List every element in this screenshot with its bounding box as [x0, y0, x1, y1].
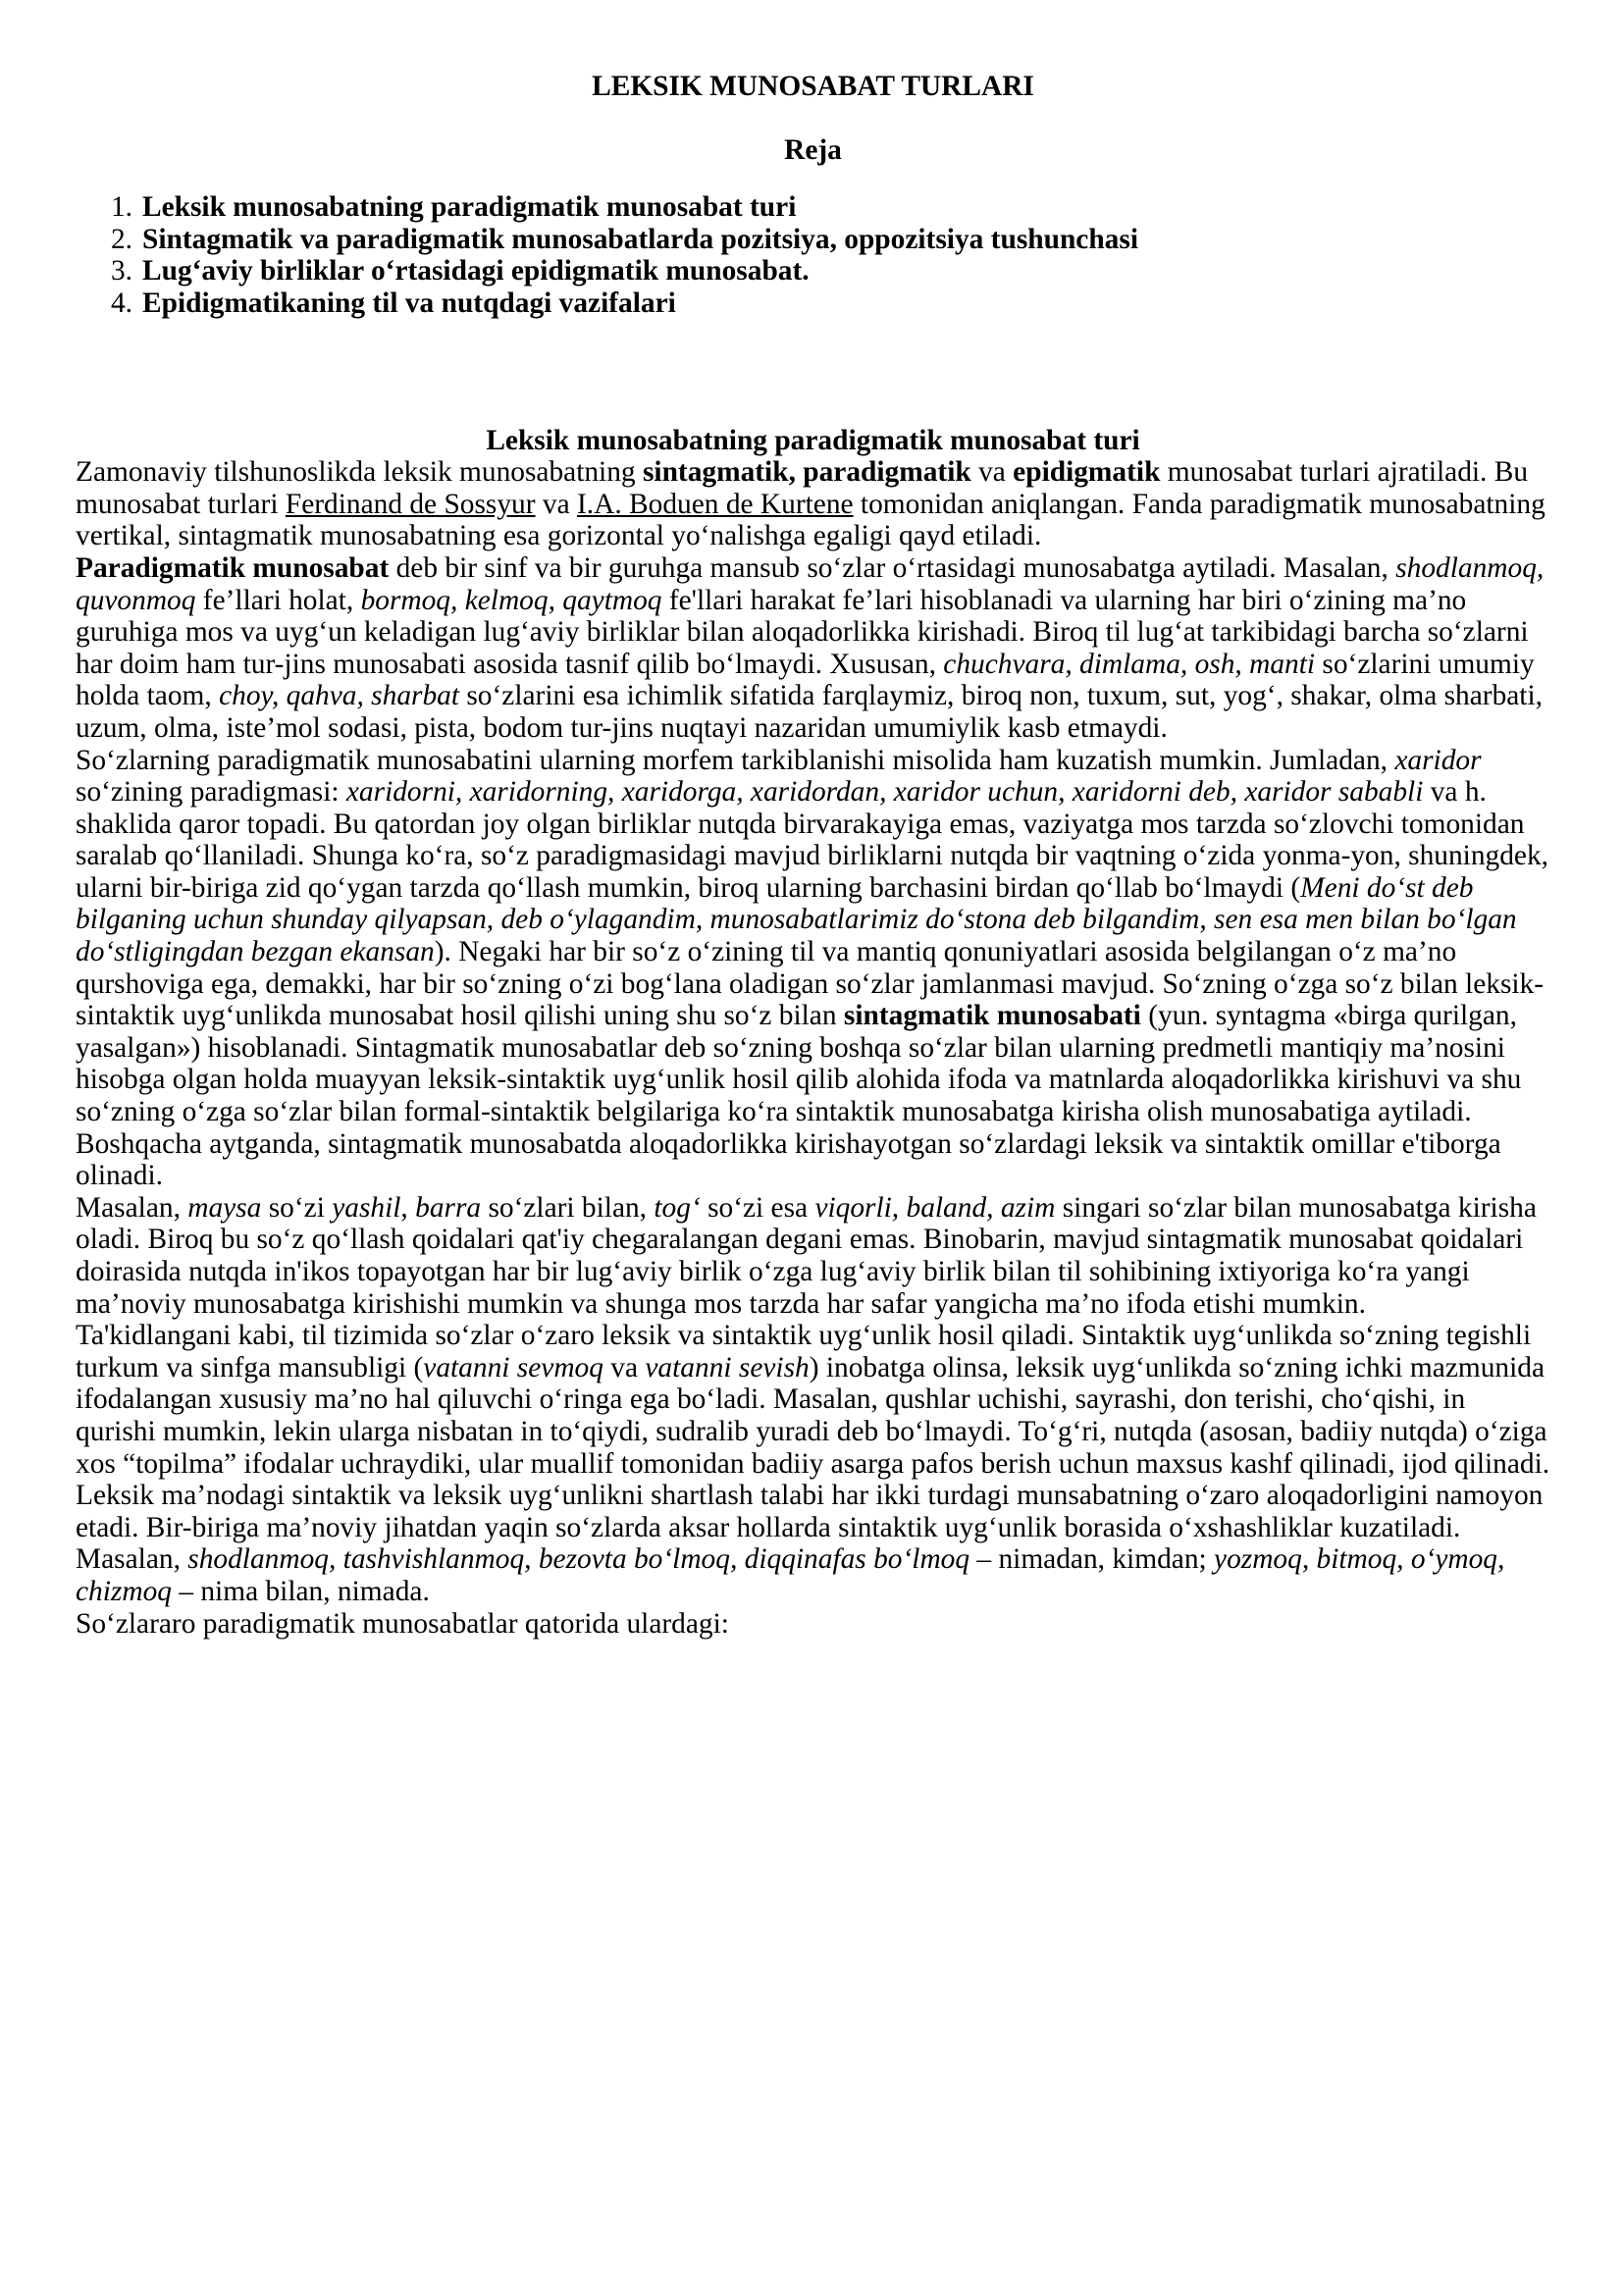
text-run: so‘zlarini esa ichimlik sifatida farqlaymiz, biroq non, tuxum, sut, yog‘, shakar, olma sharbati, uzum, olma, iste’mol sodasi, pista, bodom tur-jins nuqtayi nazaridan umumiylik kasb etmaydi.: [76, 680, 1543, 744]
text-run: so‘zining paradigmasi:: [76, 776, 346, 808]
text-run: (yun. syntagma «birga qurilgan, yasalgan») hisoblanadi. Sintagmatik munosabatlar deb so‘zning boshqa so‘zlar bilan ularning predmetli mantiqiy ma’nosini hisobga olgan holda muayyan leksik-sintaktik uyg‘unlik hosil qilib alohida ifoda va matnlarda aloqadorlikka kirishuvi va shu so‘zning o‘zga so‘zlar bilan formal-sintaktik belgilariga ko‘ra sintaktik munosabatga kirisha olish munosabatiga aytiladi. Boshqacha aytganda, sintagmatik munosabatda aloqadorlikka kirishayotgan so‘zlardagi leksik va sintaktik omillar e'tiborga olinadi.: [76, 1000, 1522, 1192]
text-run: so‘zi esa: [700, 1191, 815, 1224]
text-run: va: [970, 456, 1014, 489]
plan-item: [76, 255, 1550, 287]
bold-term: sintagmatik munosabati: [843, 1000, 1141, 1032]
text-run: – nimadan, kimdan;: [969, 1543, 1215, 1576]
text-run: So‘zlarning paradigmatik munosabatini ularning morfem tarkiblanishi misolida ham kuzatish mumkin. Jumladan,: [76, 744, 1395, 776]
bold-term: epidigmatik: [1013, 456, 1161, 489]
italic-example: yozmoq, bitmoq, o‘ymoq, chizmoq: [76, 1543, 1505, 1607]
text-run: fe’llari holat,: [195, 584, 361, 616]
text-run: So‘zlararo paradigmatik munosabatlar qatorida ulardagi:: [76, 1607, 729, 1640]
plan-list: [76, 191, 1550, 319]
plan-item-text: Lug‘aviy birliklar o‘rtasidagi epidigmatik munosabat.: [142, 255, 810, 287]
text-run: singari so‘zlar bilan munosabatga kirisha oladi. Biroq bu so‘z qo‘llash qoidalari qat'iy chegaralangan degani emas. Binobarin, mavjud sintagmatik munosabat qoidalari doirasida nutqda in'ikos topayotgan har bir lug‘aviy birlik o‘zga lug‘aviy birlik bilan til sohibining ixtiyoriga ko‘ra yangi ma’noviy munosabatga kirishishi mumkin va shunga mos tarzda har safar yangicha ma’no ifoda etishi mumkin.: [76, 1191, 1537, 1320]
paragraph-morpheme-paradigm: [76, 745, 1550, 1192]
text-run: munosabat turlari ajratiladi. Bu munosabat turlari: [76, 456, 1529, 520]
document-title: LEKSIK MUNOSABAT TURLARI: [592, 71, 1034, 102]
italic-example: vatanni sevmoq: [423, 1351, 603, 1383]
italic-example: choy, qahva, sharbat: [219, 680, 460, 712]
italic-example: chuchvara, dimlama, osh, manti: [943, 648, 1316, 680]
text-run: – nima bilan, nimada.: [171, 1575, 430, 1607]
paragraph-syntagmatic-examples: [76, 1192, 1550, 1320]
text-run: tomonidan aniqlangan. Fanda paradigmatik munosabatning vertikal, sintagmatik munosabatning esa gorizontal yo‘nalishga egaligi qayd etiladi.: [76, 488, 1545, 552]
text-run: ) inobatga olinsa, leksik uyg‘unlikda so‘zning ichki mazmunida ifodalangan xususiy ma’no hal qiluvchi o‘ringa ega bo‘ladi. Masalan, qushlar uchishi, sayrashi, don terishi, cho‘qishi, in qurishi mumkin, lekin ularga nisbatan in to‘qiydi, sudralib yuradi deb bo‘lmaydi. To‘g‘ri, nutqda (asosan, badiiy nutqda) o‘ziga xos “topilma” ifodalar uchraydiki, ular muallif tomonidan badiiy asarga pafos berish uchun maxsus kashf qilinadi, ijod qilinadi.: [76, 1351, 1550, 1480]
plan-item-text: Sintagmatik va paradigmatik munosabatlarda pozitsiya, oppozitsiya tushunchasi: [142, 223, 1138, 255]
plan-item-text: Leksik munosabatning paradigmatik munosabat turi: [142, 191, 797, 224]
italic-example: maysa: [187, 1191, 262, 1224]
italic-example: yashil: [332, 1191, 401, 1224]
text-run: so‘zlarini umumiy holda taom,: [76, 648, 1535, 712]
text-run: Leksik ma’nodagi sintaktik va leksik uyg‘unlikni shartlash talabi har ikki turdagi munsabatning o‘zaro aloqadorligini namoyon etadi. Bir-biriga ma’noviy jihatdan yaqin so‘zlarda aksar hollarda sintaktik uyg‘unlik borasida o‘xshashliklar kuzatiladi. Masalan,: [76, 1480, 1544, 1576]
text-run: deb bir sinf va bir guruhga mansub so‘zlar o‘rtasidagi munosabatga aytiladi. Masalan,: [389, 551, 1396, 584]
plan-item: [76, 191, 1550, 224]
italic-example: tog‘: [654, 1191, 701, 1224]
paragraph-lexical-syntactic-harmony: [76, 1320, 1550, 1480]
link-boduen-de-kurtene[interactable]: I.A. Boduen de Kurtene: [576, 488, 854, 520]
text-run: so‘zi: [261, 1191, 333, 1224]
plan-item-text: Epidigmatikaning til va nutqdagi vazifalari: [142, 287, 676, 319]
paragraph-paradigmatic-definition: [76, 552, 1550, 745]
plan-item-number: 1.: [110, 191, 132, 224]
paragraph-closing: [76, 1608, 1550, 1641]
text-run: Ta'kidlangani kabi, til tizimida so‘zlar o‘zaro leksik va sintaktik uyg‘unlik hosil qiladi. Sintaktik uyg‘unlikda so‘zning tegishli turkum va sinfga mansubligi (: [76, 1320, 1532, 1383]
plan-item: [76, 287, 1550, 320]
italic-example: shodlanmoq, tashvishlanmoq, bezovta bo‘lmoq, diqqinafas bo‘lmoq: [187, 1543, 970, 1576]
italic-example: viqorli, baland, azim: [814, 1191, 1056, 1224]
paragraph-intro: [76, 456, 1550, 552]
plan-item-number: 2.: [110, 223, 132, 255]
italic-example: xaridor: [1394, 744, 1482, 776]
paragraph-conditioning: [76, 1480, 1550, 1607]
italic-example: vatanni sevish: [645, 1351, 810, 1383]
plan-item: [76, 224, 1550, 256]
plan-title: Reja: [784, 133, 842, 166]
bold-term: Paradigmatik munosabat: [76, 551, 390, 584]
italic-example: barra: [415, 1191, 482, 1224]
text-run: Zamonaviy tilshunoslikda leksik munosabatning: [76, 456, 643, 489]
bold-term: sintagmatik, paradigmatik: [642, 456, 971, 489]
italic-example: bormoq, kelmoq, qaytmoq: [360, 584, 662, 616]
link-ferdinand-de-sossyur[interactable]: Ferdinand de Sossyur: [285, 488, 536, 520]
text-run: fe'llari harakat fe’lari hisoblanadi va ularning har biri o‘zining ma’no guruhiga mos va uyg‘un keladigan lug‘aviy birliklar bilan aloqadorlikka kirishadi. Biroq til lug‘at tarkibidagi barcha so‘zlarni har doim ham tur-jins munosabati asosida tasnif qilib bo‘lmaydi. Xususan,: [76, 584, 1529, 680]
text-run: va h. shaklida qaror topadi. Bu qatordan joy olgan birliklar nutqda birvarakayiga emas, vaziyatga mos tarzda so‘zlovchi tomonidan saralab qo‘llaniladi. Shunga ko‘ra, so‘z paradigmasidagi mavjud birliklarni nutqda bir vaqtning o‘zida yonma-yon, shuningdek, ularni bir-biriga zid qo‘ygan tarzda qo‘llash mumkin, biroq ularning barchasini birdan qo‘llab bo‘lmaydi (: [76, 776, 1549, 904]
text-run: ). Negaki har bir so‘z o‘zining til va mantiq qonuniyatlari asosida belgilangan o‘z ma’no qurshoviga ega, demakki, har bir so‘zning o‘zi bog‘lana oladigan so‘zlar jamlanmasi mavjud. So‘zning o‘zga so‘z bilan leksik-sintaktik uyg‘unlikda munosabat hosil qilishi uning shu so‘z bilan: [76, 936, 1545, 1032]
plan-item-number: 4.: [110, 287, 132, 319]
italic-example: xaridorni, xaridorning, xaridorga, xaridordan, xaridor uchun, xaridorni deb, xaridor sababli: [345, 776, 1424, 808]
plan-item-number: 3.: [110, 255, 132, 287]
italic-example: Meni do‘st deb bilganing uchun shunday qilyapsan, deb o‘ylagandim, munosabatlarimiz do‘stona deb bilgandim, sen esa men bilan bo‘lgan do‘stligingdan bezgan ekansan: [76, 871, 1517, 968]
text-run: Masalan,: [76, 1191, 188, 1224]
section-title: Leksik munosabatning paradigmatik munosabat turi: [486, 424, 1140, 456]
text-run: va: [535, 488, 577, 520]
text-run: va: [602, 1351, 646, 1383]
text-run: ,: [400, 1191, 416, 1224]
italic-example: shodlanmoq, quvonmoq: [76, 551, 1545, 616]
text-run: so‘zlari bilan,: [481, 1191, 655, 1224]
